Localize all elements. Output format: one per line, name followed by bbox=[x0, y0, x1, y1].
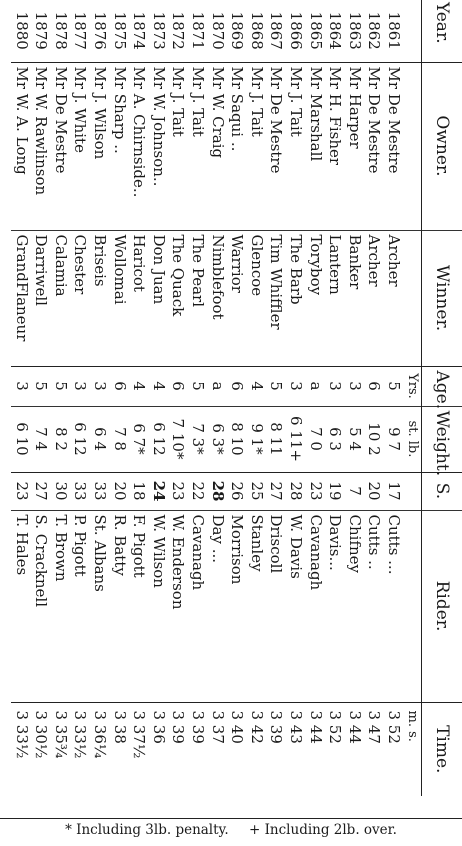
header-rider: Rider. bbox=[422, 510, 462, 702]
cell-s: 19 bbox=[325, 472, 345, 510]
cell-year: 1861 bbox=[385, 11, 403, 50]
cell-rider: Cutts .. bbox=[364, 510, 384, 702]
cell-rider: W. Enderson bbox=[168, 510, 188, 702]
cell-s: 7 bbox=[344, 472, 364, 510]
cell-time: 3 44 bbox=[305, 702, 325, 796]
table-row bbox=[344, 0, 364, 796]
cell-s: 33 bbox=[90, 472, 110, 510]
cell-rider: St. Albans bbox=[90, 510, 110, 702]
cell-rider: Stanley bbox=[246, 510, 266, 702]
cell-year: 1880 bbox=[12, 11, 31, 50]
cell-winner: Haricot bbox=[129, 230, 149, 366]
cell-owner: Mr Sharp .. bbox=[109, 62, 129, 230]
cell-s: 17 bbox=[383, 472, 403, 510]
cell-age: 4 bbox=[148, 366, 168, 406]
table-row bbox=[148, 0, 168, 796]
units-age: Yrs. bbox=[403, 366, 422, 406]
cell-age: 5 bbox=[50, 366, 70, 406]
cell-age: 6 bbox=[227, 366, 247, 406]
cell-winner: Chester bbox=[70, 230, 90, 366]
cell-time: 3 47 bbox=[364, 702, 384, 796]
melbourne-cup-winners-table bbox=[11, 0, 462, 796]
cell-year: 1873 bbox=[149, 11, 168, 50]
cell-owner: Mr J. Tait bbox=[246, 62, 266, 230]
table-row bbox=[129, 0, 149, 796]
cell-time: 3 35¾ bbox=[50, 702, 70, 796]
cell-owner: Mr De Mestre bbox=[266, 62, 286, 230]
cell-weight: 7 0 bbox=[305, 406, 325, 472]
cell-winner: The Pearl bbox=[187, 230, 207, 366]
cell-time: 3 52 bbox=[325, 702, 345, 796]
cell-weight: 8 2 bbox=[50, 406, 70, 472]
cell-age: 6 bbox=[109, 366, 129, 406]
cell-year: 1871 bbox=[189, 11, 208, 50]
units-row bbox=[403, 0, 422, 796]
cell-winner: Archer bbox=[364, 230, 384, 366]
cell-winner: Tim Whiffler bbox=[266, 230, 286, 366]
cell-age: 3 bbox=[11, 366, 31, 406]
table-row bbox=[90, 0, 110, 796]
table-row bbox=[227, 0, 247, 796]
cell-owner: Mr De Mestre bbox=[50, 62, 70, 230]
cell-time: 3 43 bbox=[285, 702, 305, 796]
cell-time: 3 42 bbox=[246, 702, 266, 796]
cell-winner: Banker bbox=[344, 230, 364, 366]
cell-year: 1862 bbox=[365, 11, 384, 50]
cell-owner: Mr J. Tait bbox=[285, 62, 305, 230]
cell-year: 1876 bbox=[91, 11, 110, 50]
cell-time: 3 38 bbox=[109, 702, 129, 796]
cell-winner: Nimblefoot bbox=[207, 230, 227, 366]
cell-owner: Mr J. Wilson bbox=[90, 62, 110, 230]
cell-year: 1865 bbox=[306, 11, 325, 50]
cell-weight: 7 10* bbox=[168, 406, 188, 472]
table-row bbox=[187, 0, 207, 796]
cell-weight: 7 4 bbox=[31, 406, 51, 472]
cell-weight: 7 3* bbox=[187, 406, 207, 472]
cell-s: 20 bbox=[364, 472, 384, 510]
cell-age: a bbox=[207, 366, 227, 406]
cell-owner: Mr Saqui .. bbox=[227, 62, 247, 230]
cell-weight: 9 1* bbox=[246, 406, 266, 472]
cell-winner: Toryboy bbox=[305, 230, 325, 366]
cell-rider: W. Davis bbox=[285, 510, 305, 702]
cell-s: 26 bbox=[227, 472, 247, 510]
cell-owner: Mr H. Fisher bbox=[325, 62, 345, 230]
cell-winner: Briseis bbox=[90, 230, 110, 366]
cell-rider: W. Wilson bbox=[148, 510, 168, 702]
cell-s: 27 bbox=[31, 472, 51, 510]
cell-age: 6 bbox=[168, 366, 188, 406]
table-row bbox=[364, 0, 384, 796]
cell-time: 3 40 bbox=[227, 702, 247, 796]
cell-year: 1875 bbox=[110, 11, 129, 50]
cell-s: 28 bbox=[207, 472, 227, 510]
table-row bbox=[11, 0, 31, 796]
cell-weight: 6 10 bbox=[11, 406, 31, 472]
cell-age: 3 bbox=[70, 366, 90, 406]
cell-age: a bbox=[305, 366, 325, 406]
cell-weight: 7 8 bbox=[109, 406, 129, 472]
cell-age: 3 bbox=[90, 366, 110, 406]
cell-rider: F. Pigott bbox=[129, 510, 149, 702]
footnote bbox=[0, 818, 462, 838]
cell-year: 1866 bbox=[287, 11, 306, 50]
table-row bbox=[207, 0, 227, 796]
cell-weight: 6 12 bbox=[70, 406, 90, 472]
cell-owner: Mr W. A. Long bbox=[11, 62, 31, 230]
header-time: Time. bbox=[422, 702, 462, 796]
cell-weight: 10 2 bbox=[364, 406, 384, 472]
cell-time: 3 30½ bbox=[31, 702, 51, 796]
cell-weight: 5 4 bbox=[344, 406, 364, 472]
cell-s: 23 bbox=[305, 472, 325, 510]
header-weight: Weight. bbox=[422, 406, 462, 472]
cell-winner: Archer bbox=[383, 230, 403, 366]
cell-s: 18 bbox=[129, 472, 149, 510]
cell-s: 20 bbox=[109, 472, 129, 510]
cell-year: 1869 bbox=[228, 11, 247, 50]
cell-time: 3 33½ bbox=[11, 702, 31, 796]
cell-age: 3 bbox=[344, 366, 364, 406]
cell-owner: Mr W. Johnson.. bbox=[148, 62, 168, 230]
cell-rider: Cavanagh bbox=[187, 510, 207, 702]
cell-age: 3 bbox=[285, 366, 305, 406]
cell-weight: 8 11 bbox=[266, 406, 286, 472]
cell-s: 30 bbox=[50, 472, 70, 510]
units-time: m. s. bbox=[403, 702, 422, 796]
table-row bbox=[266, 0, 286, 796]
cell-rider: P. Pigott bbox=[70, 510, 90, 702]
cell-time: 3 39 bbox=[187, 702, 207, 796]
cell-s: 33 bbox=[70, 472, 90, 510]
cell-year: 1879 bbox=[32, 11, 51, 50]
cell-time: 3 52 bbox=[383, 702, 403, 796]
cell-s: 23 bbox=[168, 472, 188, 510]
table-row bbox=[70, 0, 90, 796]
cell-age: 3 bbox=[325, 366, 345, 406]
cell-rider: Cutts ... bbox=[383, 510, 403, 702]
header-age: Age. bbox=[422, 366, 462, 406]
cell-age: 4 bbox=[129, 366, 149, 406]
cell-year: 1878 bbox=[51, 11, 70, 50]
cell-weight: 6 7* bbox=[129, 406, 149, 472]
cell-s: 27 bbox=[266, 472, 286, 510]
cell-age: 5 bbox=[187, 366, 207, 406]
cell-rider: R. Batty bbox=[109, 510, 129, 702]
cell-time: 3 44 bbox=[344, 702, 364, 796]
cell-winner: The Quack bbox=[168, 230, 188, 366]
units-weight: st. lb. bbox=[403, 406, 422, 472]
cell-owner: Mr W. Craig bbox=[207, 62, 227, 230]
cell-owner: Mr A. Chirnside.. bbox=[129, 62, 149, 230]
header-row bbox=[422, 0, 462, 796]
table-row bbox=[246, 0, 266, 796]
cell-rider: S. Cracknell bbox=[31, 510, 51, 702]
footnote-penalty: * Including 3lb. penalty. bbox=[65, 822, 229, 838]
cell-owner: Mr Harper bbox=[344, 62, 364, 230]
cell-s: 28 bbox=[285, 472, 305, 510]
cell-weight: 6 3 bbox=[325, 406, 345, 472]
cell-time: 3 39 bbox=[266, 702, 286, 796]
cell-rider: T. Hales bbox=[11, 510, 31, 702]
cell-winner: Don Juan bbox=[148, 230, 168, 366]
cell-time: 3 37½ bbox=[129, 702, 149, 796]
cell-s: 24 bbox=[148, 472, 168, 510]
cell-time: 3 37 bbox=[207, 702, 227, 796]
cell-age: 6 bbox=[364, 366, 384, 406]
cell-winner: Wollomai bbox=[109, 230, 129, 366]
cell-rider: Morrison bbox=[227, 510, 247, 702]
cell-weight: 6 4 bbox=[90, 406, 110, 472]
cell-time: 3 36 bbox=[148, 702, 168, 796]
header-owner: Owner. bbox=[422, 62, 462, 230]
table-body bbox=[11, 0, 421, 796]
cell-age: 5 bbox=[383, 366, 403, 406]
cell-time: 3 33½ bbox=[70, 702, 90, 796]
cell-age: 5 bbox=[31, 366, 51, 406]
cell-year: 1867 bbox=[267, 11, 286, 50]
table-row bbox=[109, 0, 129, 796]
cell-rider: Chifney bbox=[344, 510, 364, 702]
cell-winner: GrandFlaneur bbox=[11, 230, 31, 366]
footnote-over: + Including 2lb. over. bbox=[248, 822, 397, 838]
cell-winner: Glencoe bbox=[246, 230, 266, 366]
cell-owner: Mr J. Tait bbox=[187, 62, 207, 230]
cell-rider: Driscoll bbox=[266, 510, 286, 702]
cell-time: 3 36¼ bbox=[90, 702, 110, 796]
cell-weight: 6 3* bbox=[207, 406, 227, 472]
table-row bbox=[31, 0, 51, 796]
cell-weight: 8 10 bbox=[227, 406, 247, 472]
table-row bbox=[168, 0, 188, 796]
cell-weight: 6 11+ bbox=[285, 406, 305, 472]
cell-winner: Darriwell bbox=[31, 230, 51, 366]
cell-rider: Day ... bbox=[207, 510, 227, 702]
cell-winner: The Barb bbox=[285, 230, 305, 366]
cell-winner: Lantern bbox=[325, 230, 345, 366]
cell-s: 22 bbox=[187, 472, 207, 510]
cell-year: 1877 bbox=[71, 11, 90, 50]
table-row bbox=[325, 0, 345, 796]
cell-year: 1868 bbox=[247, 11, 266, 50]
cell-owner: Mr W. Rawlinson bbox=[31, 62, 51, 230]
table-row bbox=[285, 0, 305, 796]
cell-rider: Davis... bbox=[325, 510, 345, 702]
cell-winner: Calamia bbox=[50, 230, 70, 366]
cell-year: 1872 bbox=[169, 11, 188, 50]
cell-s: 25 bbox=[246, 472, 266, 510]
cell-winner: Warrior bbox=[227, 230, 247, 366]
cell-time: 3 39 bbox=[168, 702, 188, 796]
header-winner: Winner. bbox=[422, 230, 462, 366]
cell-age: 5 bbox=[266, 366, 286, 406]
cell-owner: Mr J. Tait bbox=[168, 62, 188, 230]
cell-rider: Cavanagh bbox=[305, 510, 325, 702]
cell-year: 1874 bbox=[130, 11, 149, 50]
cell-s: 23 bbox=[11, 472, 31, 510]
table-row bbox=[50, 0, 70, 796]
header-s: S. bbox=[422, 472, 462, 510]
cell-weight: 9 7 bbox=[383, 406, 403, 472]
cell-year: 1870 bbox=[208, 11, 227, 50]
cell-owner: Mr De Mestre bbox=[364, 62, 384, 230]
table-row bbox=[383, 0, 403, 796]
cell-year: 1864 bbox=[326, 11, 345, 50]
cell-owner: Mr De Mestre bbox=[383, 62, 403, 230]
cell-owner: Mr J. White bbox=[70, 62, 90, 230]
header-year: Year. bbox=[422, 0, 462, 62]
cell-age: 4 bbox=[246, 366, 266, 406]
table-row bbox=[305, 0, 325, 796]
cell-owner: Mr Marshall bbox=[305, 62, 325, 230]
cell-rider: T. Brown bbox=[50, 510, 70, 702]
cell-weight: 6 12 bbox=[148, 406, 168, 472]
cell-year: 1863 bbox=[345, 11, 364, 50]
